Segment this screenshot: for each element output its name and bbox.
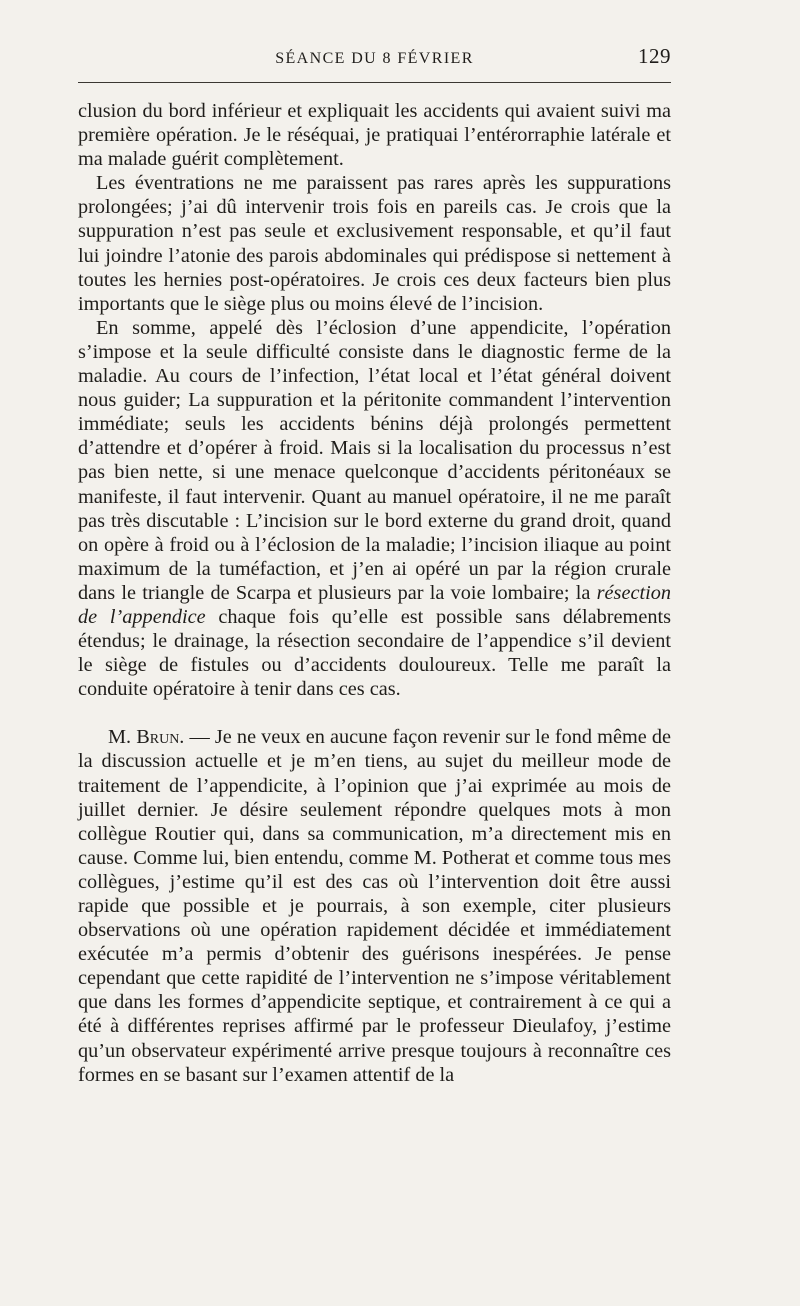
header-rule [78,82,671,83]
page-header [78,44,671,74]
running-head: SÉANCE DU 8 FÉVRIER [275,50,474,67]
speaker-name: M. Brun. [108,726,185,749]
body-text [78,99,671,1087]
paragraph-4 [78,725,671,1086]
paragraph-1: clusion du bord inférieur et expliquait les accidents qui avaient suivi ma première opération. Je le réséquai, je pratiquai l’entérorraphie latérale et ma malade guérit complètement. [78,100,671,171]
paragraph-3-text-before-italic: En somme, appelé dès l’éclosion d’une appendicite, l’opération s’impose et la seule difficulté consiste dans le diagnostic ferme de la maladie. Au cours de l’infection, l’état local et l’état général doivent nous guider; La suppuration et la péritonite commandent l’intervention immédiate; seuls les accidents bénins déjà prolongés permettent d’attendre et d’opérer à froid. Mais si la localisation du processus n’est pas bien nette, si une menace quelconque d’accidents péritonéaux se manifeste, il faut intervenir. Quant au manuel opératoire, il ne me paraît pas très discutable : L’incision sur le bord externe du grand droit, quand on opère à froid ou à l’éclosion de la maladie; l’incision iliaque au point maximum de la tuméfaction, et j’en ai opéré un par la région crurale dans le triangle de Scarpa et plusieurs par la voie lombaire; la [78,316,671,604]
paragraph-3-text-after-italic: chaque fois qu’elle est possible sans délabrements étendus; le drainage, la résection secondaire de l’appendice s’il devient le siège de fistules ou d’accidents douloureux. Telle me paraît la conduite opératoire à tenir dans ces cas. [78,605,672,701]
paragraph-2: Les éventrations ne me paraissent pas rares après les suppurations prolongées; j’ai dû intervenir trois fois en pareils cas. Je crois que la suppuration n’est pas seule et exclusivement responsable, et qu’il faut lui joindre l’atonie des parois abdominales qui prédispose si nettement à toutes les hernies post-opératoires. Je crois ces deux facteurs bien plus importants que le siège plus ou moins élevé de l’incision. [78,172,671,315]
paragraph-3 [78,316,671,702]
paragraph-3-italic-term: résection de l’appendice [78,581,671,628]
paragraph-4-text: — Je ne veux en aucune façon revenir sur le fond même de la discussion actuelle et je m’en tiens, au sujet du meilleur mode de traitement de l’appendicite, à l’opinion que j’ai exprimée au mois de juillet dernier. Je désire seulement répondre quelques mots à mon collègue Routier qui, dans sa communication, m’a directement mis en cause. Comme lui, bien entendu, comme M. Potherat et comme tous mes collègues, j’estime qu’il est des cas où l’intervention doit être aussi rapide que possible et je pourrais, à son exemple, citer plusieurs observations où une opération rapidement décidée et immédiatement exécutée m’a permis d’obtenir des guérisons inespérées. Je pense cependant que cette rapidité de l’intervention ne s’impose véritablement que dans les formes d’appendicite septique, et contrairement à ce qui a été à différentes reprises affirmé par le professeur Dieulafoy, j’estime qu’un observateur expérimenté arrive presque toujours à reconnaître ces formes en se basant sur l’examen attentif de la [78,726,671,1086]
page-number: 129 [638,44,671,68]
